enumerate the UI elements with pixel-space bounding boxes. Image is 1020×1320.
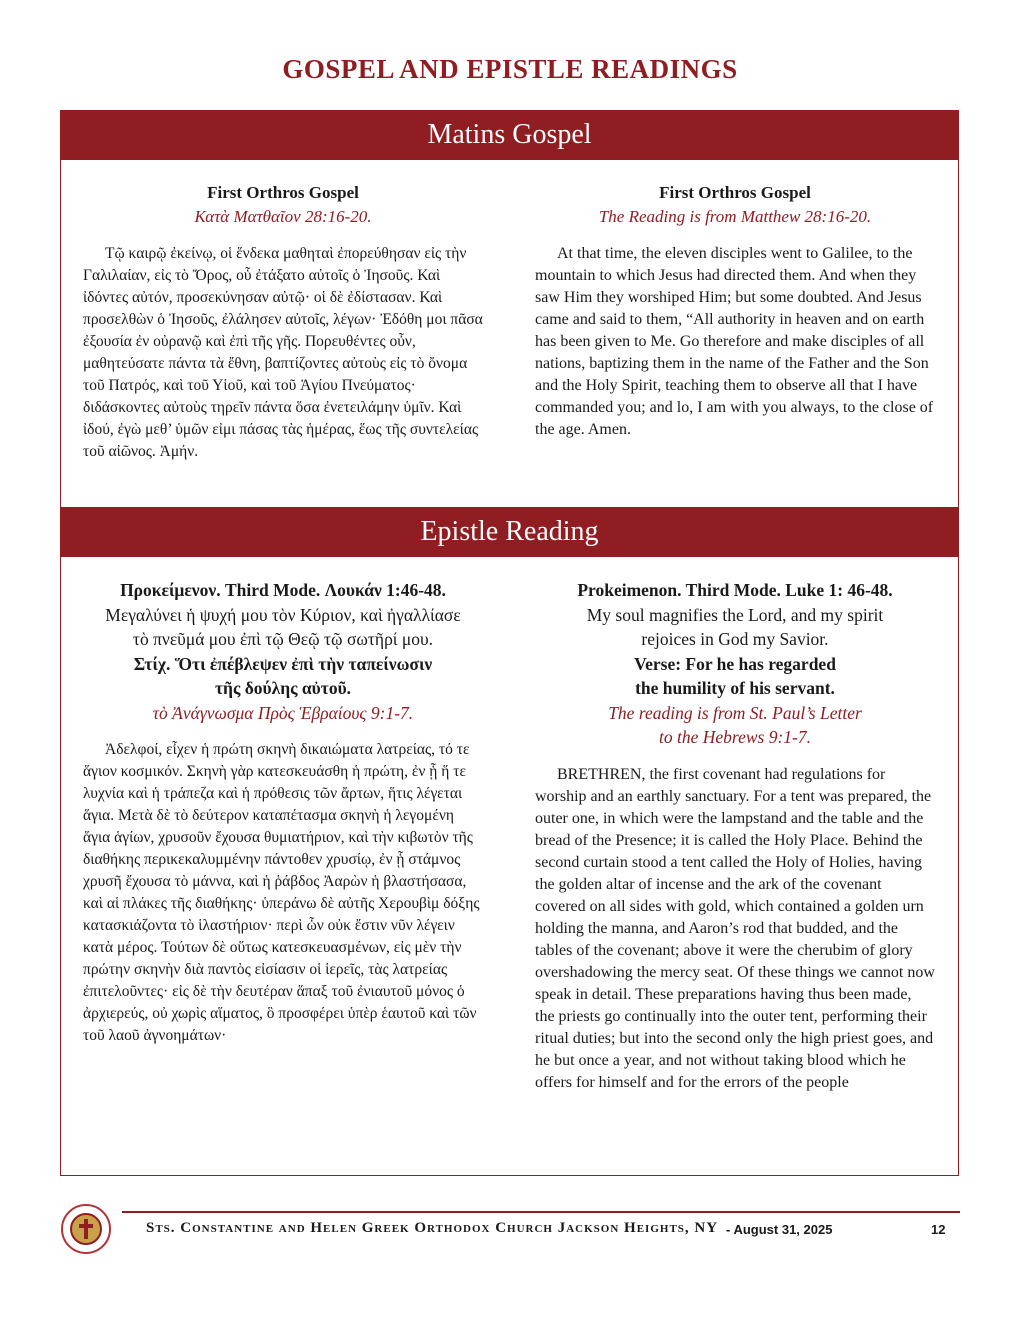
matins-english-heading: First Orthros Gospel [659, 183, 811, 202]
epistle-greek-line-2: τὸ πνεῦμά μου ἐπὶ τῷ Θεῷ τῷ σωτῆρί μου. [132, 629, 434, 649]
matins-english-body: At that time, the eleven disciples went to Galilee, to the mountain to which Jesus had directed them. And when they saw Him they worshiped Him; but some doubted. And Jesus came and said to them, “All authority in heaven and on earth has been given to Me. Go therefore and make disciples of all nations, baptizing them in the name of the Father and the Son and the Holy Spirit, teaching them to observe all that I have commanded you; and lo, I am with you always, to the close of the age. Amen. [535, 245, 934, 438]
matins-english-reference: The Reading is from Matthew 28:16-20. [598, 207, 872, 226]
footer-rule [122, 1211, 960, 1213]
matins-gospel-section [60, 110, 959, 508]
epistle-greek-reference: τὸ Ἀνάγνωσμα Πρὸς Ἑβραίους 9:1-7. [152, 702, 414, 723]
epistle-greek-column [73, 578, 493, 1047]
epistle-english-reference-2: to the Hebrews 9:1-7. [659, 727, 811, 747]
epistle-greek-body: Ἀδελφοί, εἶχεν ἡ πρώτη σκηνὴ δικαιώματα λατρείας, τό τε ἅγιον κοσμικόν. Σκηνὴ γὰρ κατεσκευάσθη ἡ πρώτη, ἐν ᾗ ἥ τε λυχνία καὶ ἡ τράπεζα καὶ ἡ πρόθεσις τῶν ἄρτων, ἥτις λέγεται ἅγια. Μετὰ δὲ τὸ δεύτερον καταπέτασμα σκηνὴ ἡ λεγομένη ἅγια ἁγίων, χρυσοῦν ἔχουσα θυμιατήριον, καὶ τὴν κιβωτὸν τῆς διαθήκης περικεκαλυμμένην πάντοθεν χρυσίῳ, ἐν ᾗ στάμνος χρυσῆ ἔχουσα τὸ μάννα, καὶ ἡ ῥάβδος Ἀαρὼν ἡ βλαστήσασα, καὶ αἱ πλάκες τῆς διαθήκης· ὑπεράνω δὲ αὐτῆς Χερουβὶμ δόξης κατασκιάζοντα τὸ ἱλαστήριον· περὶ ὧν οὐκ ἔστιν νῦν λέγειν κατὰ μέρος. Τούτων δὲ οὕτως κατεσκευασμένων, εἰς μὲν τὴν πρώτην σκηνὴν διὰ παντὸς εἰσίασιν οἱ ἱερεῖς, τὰς λατρείας ἐπιτελοῦντες· εἰς δὲ τὴν δευτέραν ἅπαξ τοῦ ἐνιαυτοῦ μόνος ὁ ἀρχιερεύς, οὐ χωρὶς αἵματος, ὃ προσφέρει ὑπὲρ ἑαυτοῦ καὶ τῶν τοῦ λαοῦ ἀγνοημάτων· [83, 741, 480, 1044]
seal-emblem [70, 1213, 102, 1245]
epistle-english-line-2: rejoices in God my Savior. [641, 629, 829, 649]
epistle-reading-section [60, 507, 959, 1176]
matins-greek-column [83, 181, 483, 463]
epistle-english-verse-2: the humility of his servant. [635, 678, 835, 698]
epistle-english-line-1: My soul magnifies the Lord, and my spirit [586, 604, 884, 625]
epistle-english-reference-1: The reading is from St. Paul’s Letter [608, 702, 862, 723]
cross-icon [84, 1219, 88, 1239]
epistle-english-prokeimenon: Prokeimenon. Third Mode. Luke 1: 46-48. [577, 580, 893, 600]
cross-bar [79, 1224, 93, 1228]
epistle-english-verse-1: Verse: For he has regarded [634, 653, 836, 674]
matins-greek-heading: First Orthros Gospel [207, 183, 359, 202]
footer-page-number: 12 [931, 1222, 946, 1237]
footer-church-name: Sts. Constantine and Helen Greek Orthodox Church Jackson Heights, NY [146, 1220, 719, 1236]
epistle-greek-verse-2: τῆς δούλης αὐτοῦ. [214, 678, 352, 698]
matins-greek-body: Τῷ καιρῷ ἐκείνῳ, οἱ ἕνδεκα μαθηταὶ ἐπορεύθησαν εἰς τὴν Γαλιλαίαν, εἰς τὸ Ὄρος, οὗ ἐτάξατο αὐτοῖς ὁ Ἰησοῦς. Καὶ ἰδόντες αὐτόν, προσεκύνησαν αὐτῷ· οἱ δὲ ἐδίστασαν. Καὶ προσελθὼν ὁ Ἰησοῦς, ἐλάλησεν αὐτοῖς, λέγων· Ἐδόθη μοι πᾶσα ἐξουσία ἐν οὐρανῷ καὶ ἐπὶ τῆς γῆς. Πορευθέντες οὖν, μαθητεύσατε πάντα τὰ ἔθνη, βαπτίζοντες αὐτοὺς εἰς τὸ ὄνομα τοῦ Πατρός, καὶ τοῦ Υἱοῦ, καὶ τοῦ Ἁγίου Πνεύματος· διδάσκοντες αὐτοὺς τηρεῖν πάντα ὅσα ἐνετειλάμην ὑμῖν. Καὶ ἰδού, ἐγὼ μεθ’ ὑμῶν εἰμι πάσας τὰς ἡμέρας, ἕως τῆς συντελείας τοῦ αἰῶνος. Ἀμήν. [83, 245, 483, 460]
matins-english-column [535, 181, 935, 441]
epistle-greek-prokeimenon: Προκείμενον. Third Mode. Λουκάν 1:46-48. [120, 580, 446, 600]
matins-gospel-band: Matins Gospel [61, 111, 958, 160]
epistle-english-body: BRETHREN, the first covenant had regulations for worship and an earthly sanctuary. For a tent was prepared, the outer one, in which were the lampstand and the table and the bread of the Presence; it is called the Holy Place. Behind the second curtain stood a tent called the Holy of Holies, having the golden altar of incense and the ark of the covenant covered on all sides with gold, which contained a golden urn holding the manna, and Aaron’s rod that budded, and the tables of the covenant; above it were the cherubim of glory overshadowing the mercy seat. Of these things we cannot now speak in detail. These preparations having thus been made, the priests go continually into the outer tent, performing their ritual duties; but into the second only the high priest goes, and he but once a year, and not without taking blood which he offers for himself and for the errors of the people [535, 765, 935, 1091]
church-seal-icon [61, 1204, 111, 1254]
matins-greek-reference: Κατὰ Ματθαῖον 28:16-20. [194, 207, 372, 226]
epistle-greek-verse-1: Στίχ. Ὅτι ἐπέβλεψεν ἐπὶ τὴν ταπείνωσιν [133, 653, 433, 674]
footer-date: - August 31, 2025 [726, 1222, 833, 1237]
epistle-reading-band: Epistle Reading [61, 508, 958, 557]
epistle-greek-line-1: Μεγαλύνει ἡ ψυχή μου τὸν Κύριον, καὶ ἠγαλλίασε [105, 604, 461, 625]
page-title: GOSPEL AND EPISTLE READINGS [282, 54, 738, 84]
epistle-english-column [527, 578, 943, 1094]
